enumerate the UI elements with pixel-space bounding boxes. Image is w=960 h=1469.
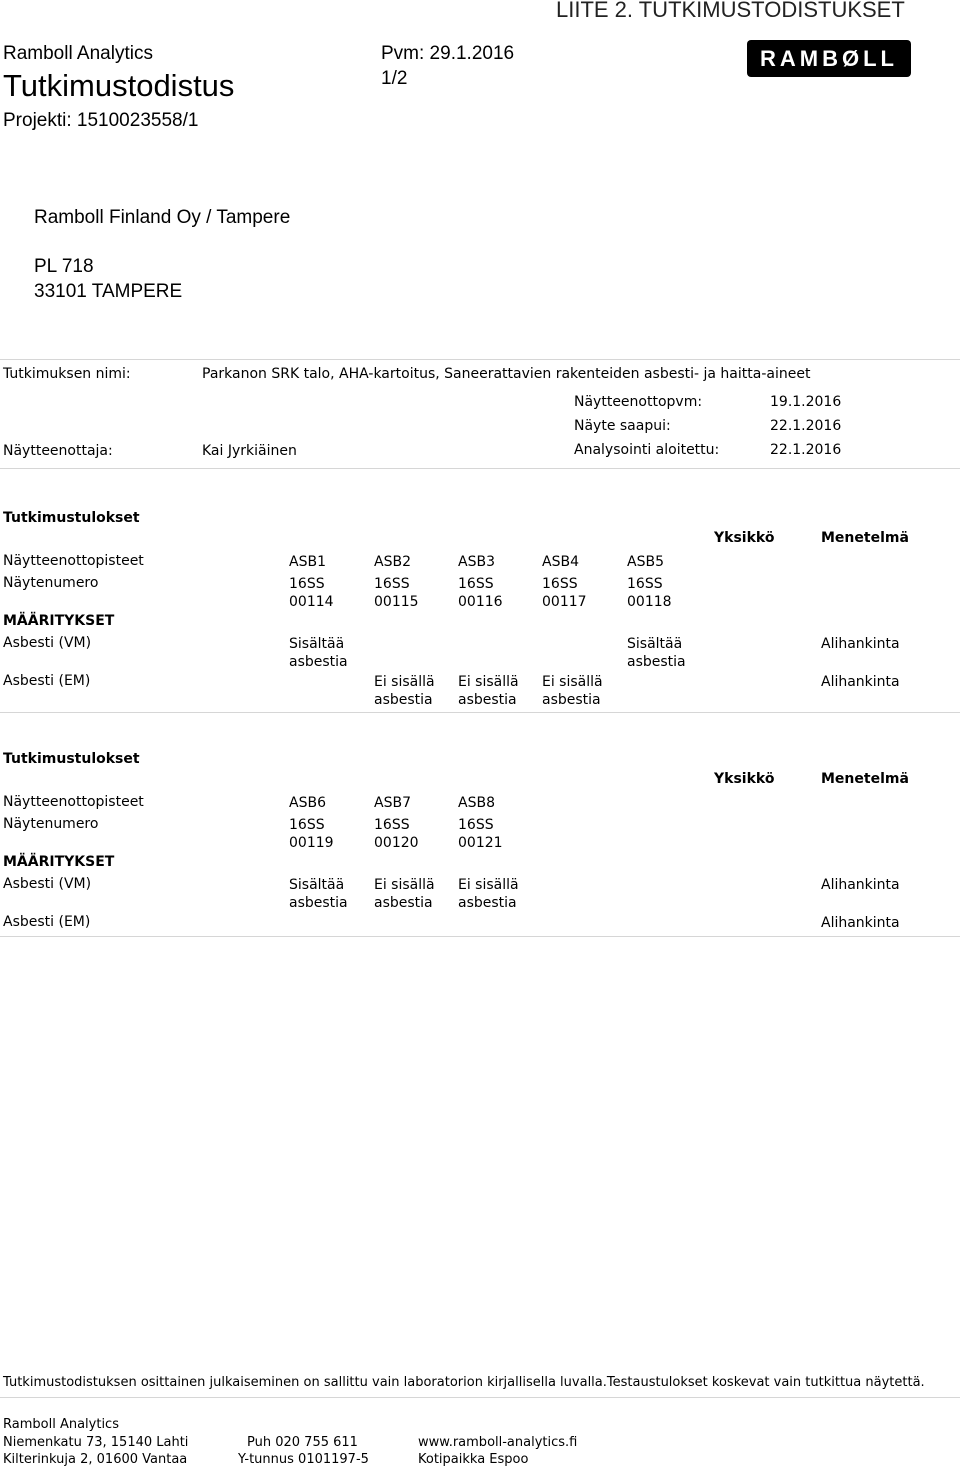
analysis-label: Analysointi aloitettu: bbox=[574, 442, 720, 458]
table1-em-result: Ei sisällä asbestia bbox=[542, 674, 603, 708]
table1-em-method: Alihankinta bbox=[821, 674, 900, 690]
table1-sample-number: 16SS 00115 bbox=[374, 576, 419, 610]
table1-em-label: Asbesti (EM) bbox=[3, 673, 91, 689]
table2-point: ASB8 bbox=[458, 795, 495, 811]
study-name-value: Parkanon SRK talo, AHA-kartoitus, Saneerattavien rakenteiden asbesti- ja haitta-aineet bbox=[202, 366, 811, 382]
sampler-value: Kai Jyrkiäinen bbox=[202, 443, 297, 459]
table2-vm-result: Sisältää asbestia bbox=[289, 877, 348, 911]
table1-sample-number: 16SS 00114 bbox=[289, 576, 334, 610]
study-name-label: Tutkimuksen nimi: bbox=[3, 366, 131, 382]
table1-point: ASB2 bbox=[374, 554, 411, 570]
footer-address-vantaa: Kilterinkuja 2, 01600 Vantaa bbox=[3, 1452, 188, 1467]
received-value: 22.1.2016 bbox=[770, 418, 842, 434]
table1-sample-number: 16SS 00117 bbox=[542, 576, 587, 610]
table2-em-method: Alihankinta bbox=[821, 915, 900, 931]
table2-vm-result: Ei sisällä asbestia bbox=[458, 877, 519, 911]
sampling-date-value: 19.1.2016 bbox=[770, 394, 842, 410]
footer-note: Tutkimustodistuksen osittainen julkaiseminen on sallittu vain laboratorion kirjallisella luvalla.Testaustulokset koskevat vain tutkittua näytettä. bbox=[3, 1375, 925, 1390]
table2-sample-number: 16SS 00121 bbox=[458, 817, 503, 851]
table2-numbers-label: Näytenumero bbox=[3, 816, 99, 832]
table1-vm-result: Sisältää asbestia bbox=[627, 636, 686, 670]
table2-point: ASB7 bbox=[374, 795, 411, 811]
page-number: 1/2 bbox=[381, 68, 408, 89]
appendix-title: LIITE 2. TUTKIMUSTODISTUKSET bbox=[556, 0, 905, 22]
page-title: Tutkimustodistus bbox=[3, 68, 235, 103]
table1-sample-number: 16SS 00116 bbox=[458, 576, 503, 610]
table1-section-label: MÄÄRITYKSET bbox=[3, 613, 115, 629]
footer-address-lahti: Niemenkatu 73, 15140 Lahti bbox=[3, 1435, 189, 1450]
table2-em-label: Asbesti (EM) bbox=[3, 914, 91, 930]
table2-method-header: Menetelmä bbox=[821, 771, 909, 787]
table2-section-label: MÄÄRITYKSET bbox=[3, 854, 115, 870]
footer-domicile: Kotipaikka Espoo bbox=[418, 1452, 529, 1467]
recipient-name: Ramboll Finland Oy / Tampere bbox=[34, 207, 291, 228]
table1-point: ASB4 bbox=[542, 554, 579, 570]
sampler-label: Näytteenottaja: bbox=[3, 443, 113, 459]
table2-points-label: Näytteenottopisteet bbox=[3, 794, 144, 810]
footer-website-link[interactable]: www.ramboll-analytics.fi bbox=[418, 1435, 578, 1450]
table2-unit-header: Yksikkö bbox=[714, 771, 775, 787]
ramboll-logo: RAMBØLL bbox=[747, 40, 911, 77]
divider bbox=[0, 468, 960, 469]
table1-point: ASB3 bbox=[458, 554, 495, 570]
received-label: Näyte saapui: bbox=[574, 418, 671, 434]
table2-vm-result: Ei sisällä asbestia bbox=[374, 877, 435, 911]
divider bbox=[0, 359, 960, 360]
table1-sample-number: 16SS 00118 bbox=[627, 576, 672, 610]
table1-vm-result: Sisältää asbestia bbox=[289, 636, 348, 670]
table1-em-result: Ei sisällä asbestia bbox=[458, 674, 519, 708]
analysis-value: 22.1.2016 bbox=[770, 442, 842, 458]
table1-unit-header: Yksikkö bbox=[714, 530, 775, 546]
recipient-address-1: PL 718 bbox=[34, 256, 94, 277]
table2-sample-number: 16SS 00120 bbox=[374, 817, 419, 851]
divider bbox=[0, 1397, 960, 1398]
table2-vm-label: Asbesti (VM) bbox=[3, 876, 92, 892]
report-date: Pvm: 29.1.2016 bbox=[381, 43, 515, 64]
table1-em-result: Ei sisällä asbestia bbox=[374, 674, 435, 708]
divider bbox=[0, 712, 960, 713]
table1-points-label: Näytteenottopisteet bbox=[3, 553, 144, 569]
footer-phone: Puh 020 755 611 bbox=[247, 1435, 358, 1450]
org-name: Ramboll Analytics bbox=[3, 43, 153, 64]
table1-title: Tutkimustulokset bbox=[3, 510, 140, 526]
table1-numbers-label: Näytenumero bbox=[3, 575, 99, 591]
table2-point: ASB6 bbox=[289, 795, 326, 811]
table1-point: ASB1 bbox=[289, 554, 326, 570]
table1-vm-label: Asbesti (VM) bbox=[3, 635, 92, 651]
table2-title: Tutkimustulokset bbox=[3, 751, 140, 767]
table1-vm-method: Alihankinta bbox=[821, 636, 900, 652]
recipient-address-2: 33101 TAMPERE bbox=[34, 281, 183, 302]
table1-method-header: Menetelmä bbox=[821, 530, 909, 546]
sampling-date-label: Näytteenottopvm: bbox=[574, 394, 703, 410]
table1-point: ASB5 bbox=[627, 554, 664, 570]
footer-company: Ramboll Analytics bbox=[3, 1417, 119, 1432]
divider bbox=[0, 936, 960, 937]
table2-vm-method: Alihankinta bbox=[821, 877, 900, 893]
footer-business-id: Y-tunnus 0101197-5 bbox=[238, 1452, 369, 1467]
table2-sample-number: 16SS 00119 bbox=[289, 817, 334, 851]
project-number: Projekti: 1510023558/1 bbox=[3, 110, 199, 131]
